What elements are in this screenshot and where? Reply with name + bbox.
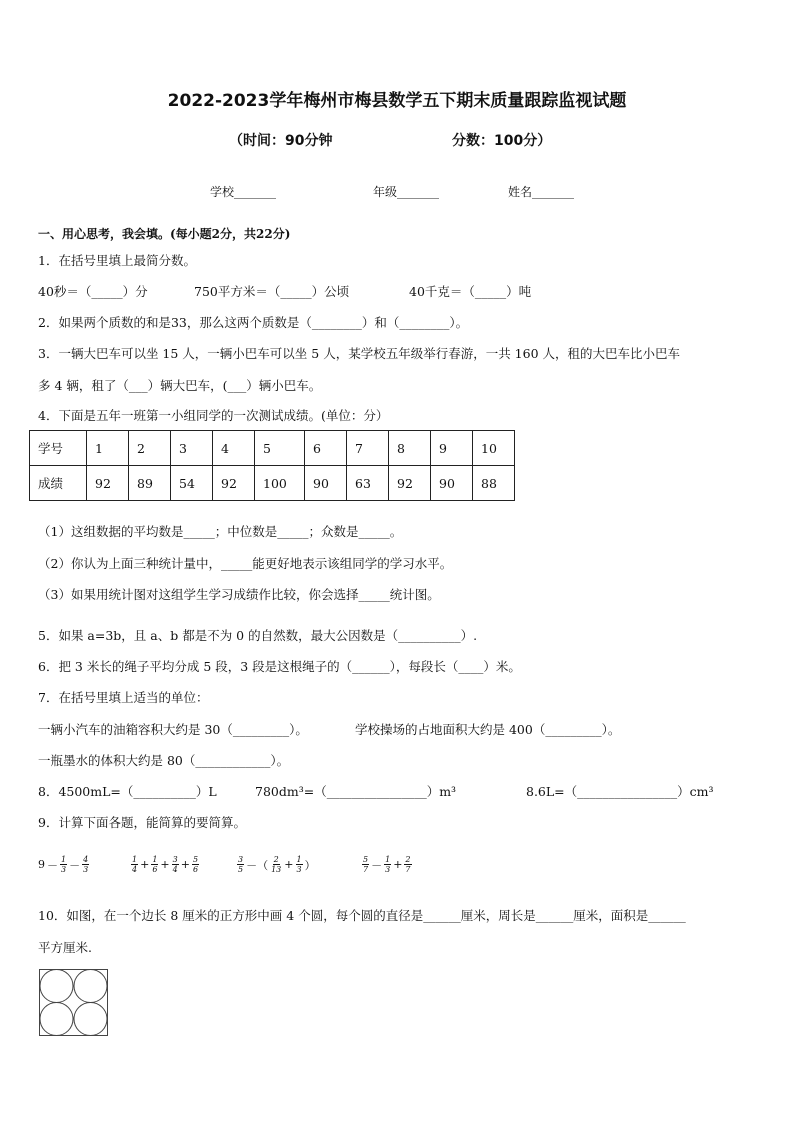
denominator: 3 <box>296 865 302 874</box>
table-cell: 54 <box>171 466 213 501</box>
q6: 6．把 3 米长的绳子平均分成 5 段，3 段是这根绳子的（______），每段长（____）米。 <box>38 659 521 674</box>
table-cell: 6 <box>305 431 347 466</box>
denominator: 13 <box>271 865 282 874</box>
fraction <box>60 855 67 874</box>
expr-operator: － <box>69 858 81 872</box>
table-row <box>30 431 515 466</box>
q1-c: 40千克＝（_____）吨 <box>409 284 532 299</box>
numerator: 1 <box>296 855 302 864</box>
denominator: 6 <box>152 865 158 874</box>
fraction <box>151 855 158 874</box>
section-heading: 一、用心思考，我会填。(每小题2分，共22分) <box>38 227 291 241</box>
table-cell: 8 <box>389 431 431 466</box>
numerator: 5 <box>192 855 199 864</box>
circle-bottom-left <box>40 1003 73 1036</box>
numerator: 1 <box>385 855 391 864</box>
q7-stem: 7．在括号里填上适当的单位： <box>38 690 209 705</box>
fraction <box>296 855 303 874</box>
q8-b: 780dm³=（________________）m³ <box>255 784 457 799</box>
expr-operator: + <box>180 858 190 871</box>
denominator: 3 <box>61 865 67 874</box>
fraction <box>237 855 244 874</box>
table-cell: 92 <box>213 466 255 501</box>
denominator: 7 <box>363 865 369 874</box>
numerator: 5 <box>363 855 369 864</box>
numerator: 3 <box>172 855 178 864</box>
fraction <box>131 855 138 874</box>
table-cell: 89 <box>129 466 171 501</box>
fraction <box>362 855 369 874</box>
table-cell: 92 <box>389 466 431 501</box>
table-cell: 100 <box>255 466 305 501</box>
q3-line2: 多 4 辆，租了（___）辆大巴车，(___）辆小巴车。 <box>38 378 322 393</box>
table-cell: 5 <box>255 431 305 466</box>
q9-expression-3 <box>237 855 317 874</box>
fraction <box>384 855 391 874</box>
table-header-cell: 学号 <box>30 431 87 466</box>
q3-line1: 3．一辆大巴车可以坐 15 人，一辆小巴车可以坐 5 人，某学校五年级举行春游，一共 160 人，租的大巴车比小巴车 <box>38 346 681 361</box>
numerator: 2 <box>405 855 411 864</box>
exam-time: （时间：90分钟 <box>229 133 333 149</box>
table-row <box>30 466 515 501</box>
q4-sub1: （1）这组数据的平均数是_____；中位数是_____；众数是_____。 <box>38 524 403 539</box>
q4-stem: 4．下面是五年一班第一小组同学的一次测试成绩。(单位：分） <box>38 408 389 423</box>
numerator: 1 <box>132 855 138 864</box>
q10-line2: 平方厘米. <box>38 940 92 955</box>
denominator: 6 <box>192 865 199 874</box>
expr-operator: － <box>371 858 383 872</box>
table-cell: 92 <box>87 466 129 501</box>
q1-b: 750平方米＝（_____）公顷 <box>194 284 350 299</box>
q4-sub3: （3）如果用统计图对这组学生学习成绩作比较，你会选择_____统计图。 <box>38 587 440 602</box>
table-header-cell: 成绩 <box>30 466 87 501</box>
q8-a: 8．4500mL=（__________）L <box>38 784 217 799</box>
numerator: 1 <box>61 855 67 864</box>
grade-field: 年级_______ <box>373 185 440 199</box>
q8-c: 8.6L=（________________）cm³ <box>526 784 714 799</box>
square-with-four-circles-figure <box>38 968 110 1038</box>
circle-top-right <box>74 970 107 1003</box>
table-cell: 1 <box>87 431 129 466</box>
expr-operator: －（ <box>246 858 269 872</box>
school-field: 学校_______ <box>210 185 277 199</box>
denominator: 3 <box>385 865 391 874</box>
q7-a: 一辆小汽车的油箱容积大约是 30（_________）。 <box>38 722 308 737</box>
name-field: 姓名_______ <box>508 185 575 199</box>
fraction <box>270 855 282 874</box>
square-outline <box>40 970 108 1036</box>
expr-operator: + <box>284 858 294 871</box>
circle-top-left <box>40 970 73 1003</box>
fraction <box>404 855 411 874</box>
circle-bottom-right <box>74 1003 107 1036</box>
exam-score: 分数：100分） <box>452 133 552 149</box>
fraction <box>192 855 199 874</box>
table-cell: 9 <box>431 431 473 466</box>
denominator: 4 <box>132 865 138 874</box>
numerator: 2 <box>273 855 279 864</box>
q9-stem: 9．计算下面各题，能简算的要简算。 <box>38 815 246 830</box>
q1-stem: 1．在括号里填上最简分数。 <box>38 253 196 268</box>
expr-operator: + <box>140 858 150 871</box>
numerator: 3 <box>238 855 244 864</box>
q1-a: 40秒＝（_____）分 <box>38 284 148 299</box>
denominator: 5 <box>238 865 244 874</box>
numerator: 4 <box>83 855 89 864</box>
table-cell: 3 <box>171 431 213 466</box>
table-cell: 4 <box>213 431 255 466</box>
q10-line1: 10．如图，在一个边长 8 厘米的正方形中画 4 个圆，每个圆的直径是______厘米，周长是______厘米，面积是______ <box>38 908 686 923</box>
expr-operator: ） <box>304 858 316 872</box>
q2: 2．如果两个质数的和是33，那么这两个质数是（________）和（________）。 <box>38 315 469 330</box>
expr-operator: + <box>393 858 403 871</box>
table-cell: 7 <box>347 431 389 466</box>
q7-b: 学校操场的占地面积大约是 400（_________）。 <box>355 722 621 737</box>
q7-c: 一瓶墨水的体积大约是 80（____________）。 <box>38 753 290 768</box>
table-cell: 10 <box>473 431 515 466</box>
q5: 5．如果 a=3b，且 a、b 都是不为 0 的自然数，最大公因数是（__________）. <box>38 628 478 643</box>
denominator: 4 <box>172 865 178 874</box>
table-cell: 90 <box>431 466 473 501</box>
expr-number: 9 <box>38 858 45 871</box>
score-table <box>29 430 515 501</box>
q4-sub2: （2）你认为上面三种统计量中，_____能更好地表示该组同学的学习水平。 <box>38 556 453 571</box>
q9-expression-4 <box>362 855 412 874</box>
table-cell: 63 <box>347 466 389 501</box>
denominator: 7 <box>405 865 411 874</box>
exam-title: 2022-2023学年梅州市梅县数学五下期末质量跟踪监视试题 <box>167 91 627 111</box>
denominator: 3 <box>83 865 89 874</box>
q9-expression-2 <box>131 855 199 874</box>
expr-operator: － <box>47 858 58 872</box>
table-cell: 88 <box>473 466 515 501</box>
table-cell: 90 <box>305 466 347 501</box>
q9-expression-1 <box>38 855 89 874</box>
expr-operator: + <box>160 858 170 871</box>
table-cell: 2 <box>129 431 171 466</box>
fraction <box>82 855 89 874</box>
fraction <box>172 855 179 874</box>
numerator: 1 <box>152 855 158 864</box>
